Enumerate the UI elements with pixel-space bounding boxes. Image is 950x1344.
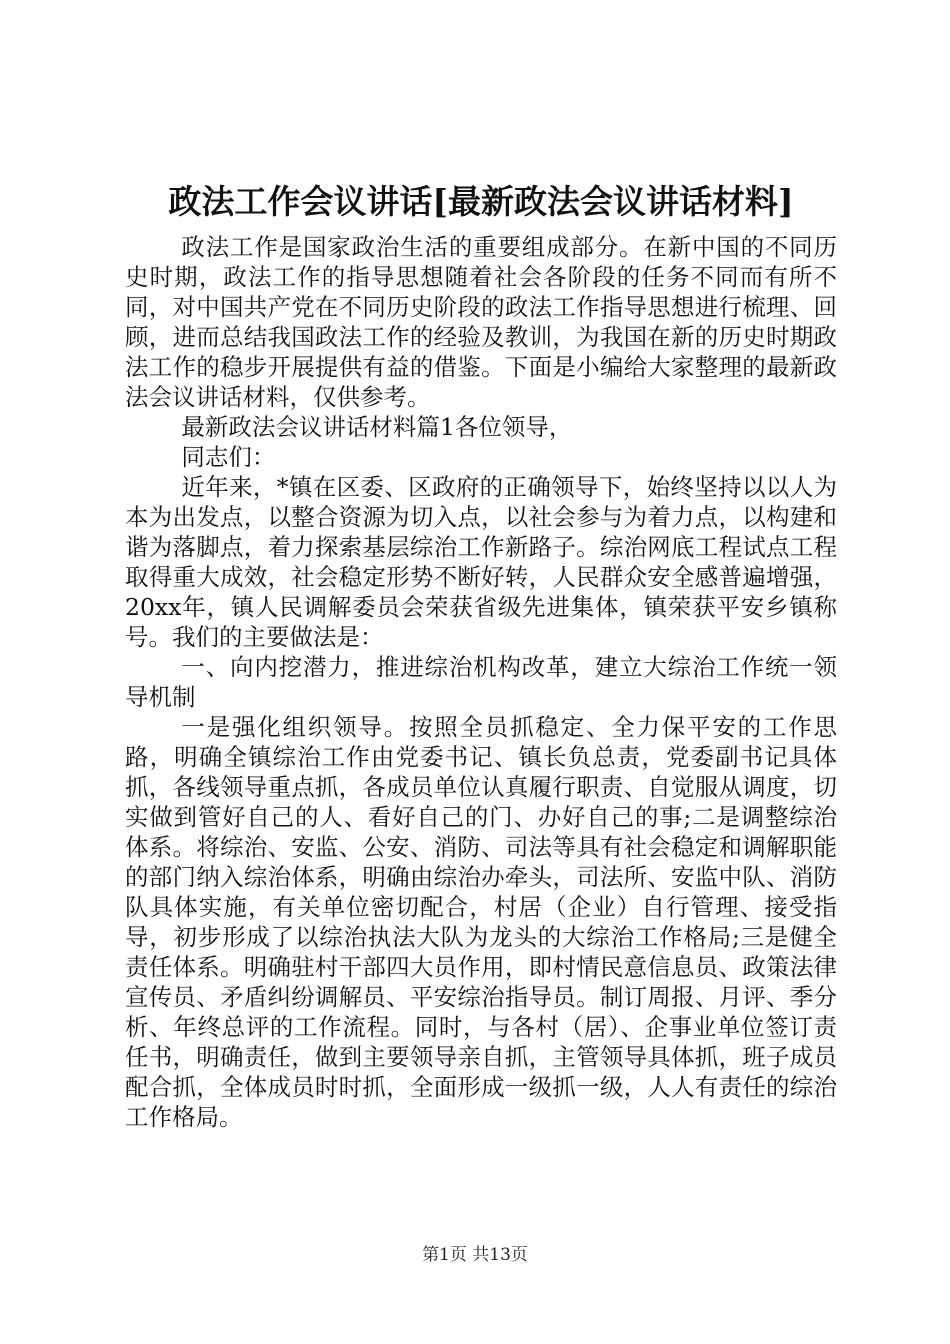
paragraph-point-one-detail: 一是强化组织领导。按照全员抓稳定、全力保平安的工作思路，明确全镇综治工作由党委书记、镇长负总责，党委副书记具体抓，各线领导重点抓，各成员单位认真履行职责、自觉服从调度，切实做到管好自己的人、看好自己的门、办好自己的事;二是调整综治体系。将综治、安监、公安、消防、司法等具有社会稳定和调解职能的部门纳入综治体系，明确由综治办牵头，司法所、安监中队、消防队具体实施，有关单位密切配合，村居（企业）自行管理、接受指导，初步形成了以综治执法大队为龙头的大综治工作格局;三是健全责任体系。明确驻村干部四大员作用，即村情民意信息员、政策法律宣传员、矛盾纠纷调解员、平安综治指导员。制订周报、月评、季分析、年终总评的工作流程。同时，与各村（居）、企事业单位签订责任书，明确责任，做到主要领导亲自抓，主管领导具体抓，班子成员配合抓，全体成员时时抓，全面形成一级抓一级，人人有责任的综治工作格局。	[125, 713, 837, 1131]
paragraph-section-heading: 最新政法会议讲话材料篇1各位领导，	[181, 413, 573, 441]
page-footer	[0, 1244, 950, 1266]
paragraph-intro: 政法工作是国家政治生活的重要组成部分。在新中国的不同历史时期，政法工作的指导思想随着社会各阶段的任务不同而有所不同，对中国共产党在不同历史阶段的政法工作指导思想进行梳理、回顾，进而总结我国政法工作的经验及教训，为我国在新的历史时期政法工作的稳步开展提供有益的借鉴。下面是小编给大家整理的最新政法会议讲话材料，仅供参考。	[125, 233, 837, 411]
paragraph-point-one-heading: 一、向内挖潜力，推进综治机构改革，建立大综治工作统一领导机制	[125, 653, 837, 711]
page-number: 第1页 共13页	[422, 1245, 528, 1265]
paragraph-overview: 近年来，*镇在区委、区政府的正确领导下，始终坚持以以人为本为出发点，以整合资源为切入点，以社会参与为着力点，以构建和谐为落脚点，着力探索基层综治工作新路子。综治网底工程试点工程取得重大成效，社会稳定形势不断好转，人民群众安全感普遍增强，20xx年，镇人民调解委员会荣获省级先进集体，镇荣获平安乡镇称号。我们的主要做法是：	[125, 473, 837, 651]
paragraph-greeting: 同志们：	[181, 443, 276, 471]
document-body	[125, 232, 837, 1132]
document-title: 政法工作会议讲话[最新政法会议讲话材料]	[168, 182, 794, 221]
